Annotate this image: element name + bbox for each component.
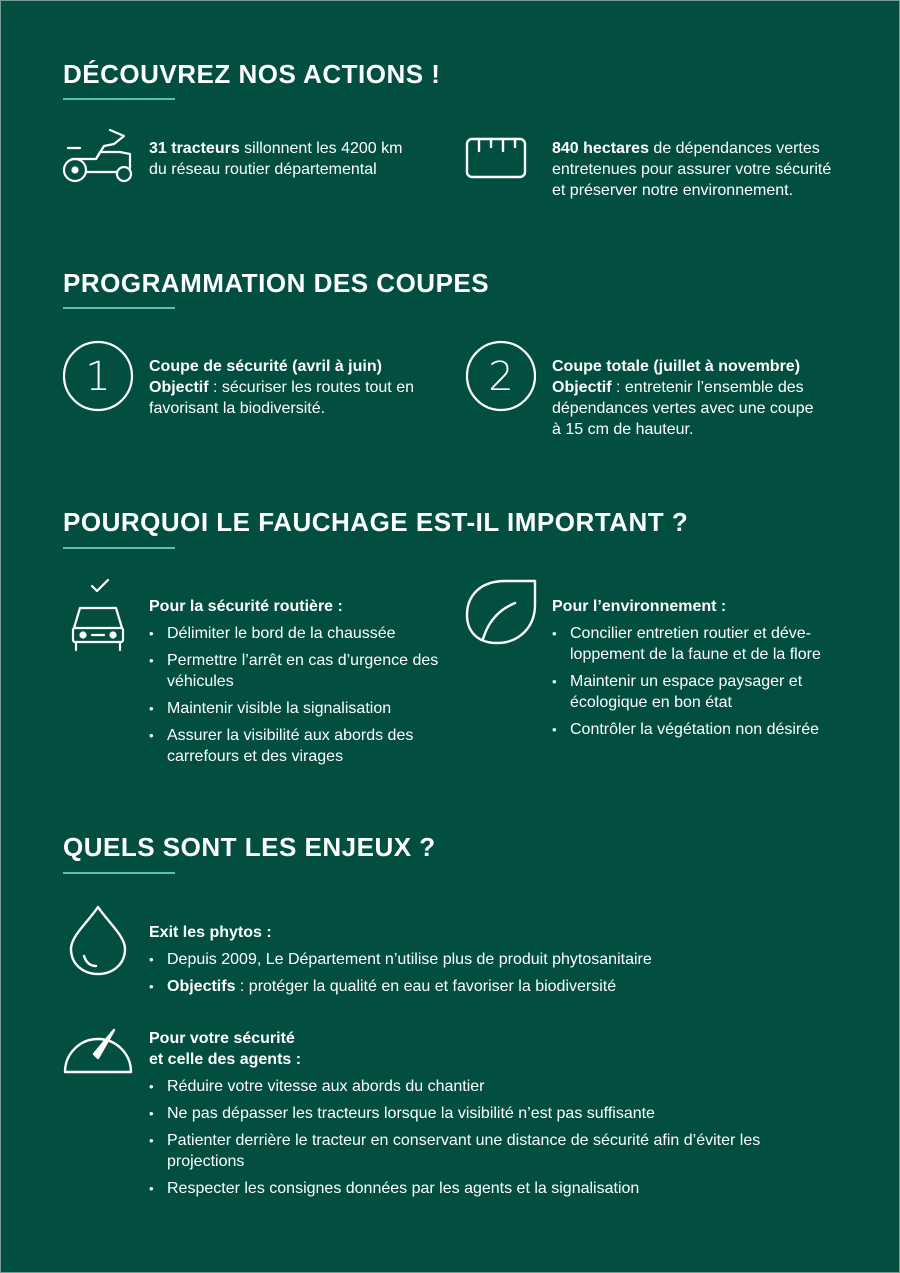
cut2-text <box>552 356 842 440</box>
securite-agents-heading-line1: Pour votre sécurité <box>149 1030 295 1047</box>
speedometer-icon <box>62 1018 134 1076</box>
leaf-icon <box>465 579 539 645</box>
hectares-line2: entretenues pour assurer votre sécurité <box>552 161 832 178</box>
list-item: • Délimiter le bord de la chaussée <box>149 623 439 644</box>
list-item: • Maintenir visible la signalisation <box>149 698 439 719</box>
list-item: • Patienter derrière le tracteur en conservant une distance de sécurité afin d’éviter les projections <box>149 1130 809 1172</box>
car-check-icon <box>70 576 126 654</box>
phytos-heading: Exit les phytos : <box>149 924 272 941</box>
environnement-list <box>552 623 842 740</box>
cut1-text <box>149 356 439 419</box>
number-one-icon <box>62 340 134 412</box>
list-item: • Contrôler la végétation non désirée <box>552 719 842 740</box>
tractors-text <box>149 138 439 180</box>
number-two-label: 2 <box>488 354 514 400</box>
list-item: • Depuis 2009, Le Département n’utilise plus de produit phytosanitaire <box>149 949 709 970</box>
section-title-actions: DÉCOUVREZ NOS ACTIONS ! <box>63 59 441 89</box>
securite-routiere-block <box>149 596 439 773</box>
list-item: • Ne pas dépasser les tracteurs lorsque la visibilité n’est pas suffisante <box>149 1103 809 1124</box>
tractors-line2: du réseau routier départemental <box>149 161 377 178</box>
cut1-objective-line2: favorisant la biodiversité. <box>149 400 326 417</box>
cut1-objective-line1: : sécuriser les routes tout en <box>208 379 414 396</box>
securite-routiere-list <box>149 623 439 767</box>
cut2-objective-line3: à 15 cm de hauteur. <box>552 421 694 438</box>
securite-routiere-heading: Pour la sécurité routière : <box>149 598 343 615</box>
list-item <box>149 976 709 997</box>
environnement-heading: Pour l’environnement : <box>552 598 727 615</box>
list-item: • Respecter les consignes données par les agents et la signalisation <box>149 1178 809 1199</box>
section-title-pourquoi: POURQUOI LE FAUCHAGE EST-IL IMPORTANT ? <box>63 507 689 537</box>
cut2-objective-line1: : entretenir l’ensemble des <box>611 379 804 396</box>
securite-agents-list <box>149 1076 809 1199</box>
securite-agents-heading-line2: et celle des agents : <box>149 1051 302 1068</box>
cut1-heading: Coupe de sécurité (avril à juin) <box>149 358 382 375</box>
list-item: • Réduire votre vitesse aux abords du chantier <box>149 1076 809 1097</box>
cut2-heading: Coupe totale (juillet à novembre) <box>552 358 801 375</box>
tractors-line1: sillonnent les 4200 km <box>239 140 403 157</box>
securite-agents-block <box>149 1028 809 1205</box>
section-title-enjeux: QUELS SONT LES ENJEUX ? <box>63 832 436 862</box>
title-underline <box>63 547 175 549</box>
ruler-icon <box>465 137 527 179</box>
hectares-line1: de dépendances vertes <box>648 140 820 157</box>
cut2-objective-line2: dépendances vertes avec une coupe <box>552 400 814 417</box>
phytos-objectifs-text: : protéger la qualité en eau et favoriser la biodiversité <box>235 978 617 995</box>
phytos-block <box>149 922 709 1003</box>
list-item: • Concilier entretien routier et déve-loppement de la faune et de la flore <box>552 623 842 665</box>
phytos-objectifs-label: Objectifs <box>167 978 236 995</box>
tractor-icon <box>62 128 136 186</box>
hectares-text <box>552 138 838 201</box>
list-item: • Assurer la visibilité aux abords des carrefours et des virages <box>149 725 439 767</box>
cut2-objective-label: Objectif <box>552 379 612 396</box>
phytos-list <box>149 949 709 997</box>
section-title-programmation: PROGRAMMATION DES COUPES <box>63 268 490 298</box>
number-two-icon <box>465 340 537 412</box>
number-one-label: 1 <box>85 354 111 400</box>
title-underline <box>63 98 175 100</box>
list-item: • Maintenir un espace paysager et écologique en bon état <box>552 671 842 713</box>
environnement-block <box>552 596 842 746</box>
tractors-strong: 31 tracteurs <box>149 140 240 157</box>
list-item: • Permettre l’arrêt en cas d’urgence des véhicules <box>149 650 439 692</box>
cut1-objective-label: Objectif <box>149 379 209 396</box>
hectares-strong: 840 hectares <box>552 140 649 157</box>
hectares-line3: et préserver notre environnement. <box>552 182 794 199</box>
title-underline <box>63 307 175 309</box>
water-drop-icon <box>68 904 128 976</box>
title-underline <box>63 872 175 874</box>
